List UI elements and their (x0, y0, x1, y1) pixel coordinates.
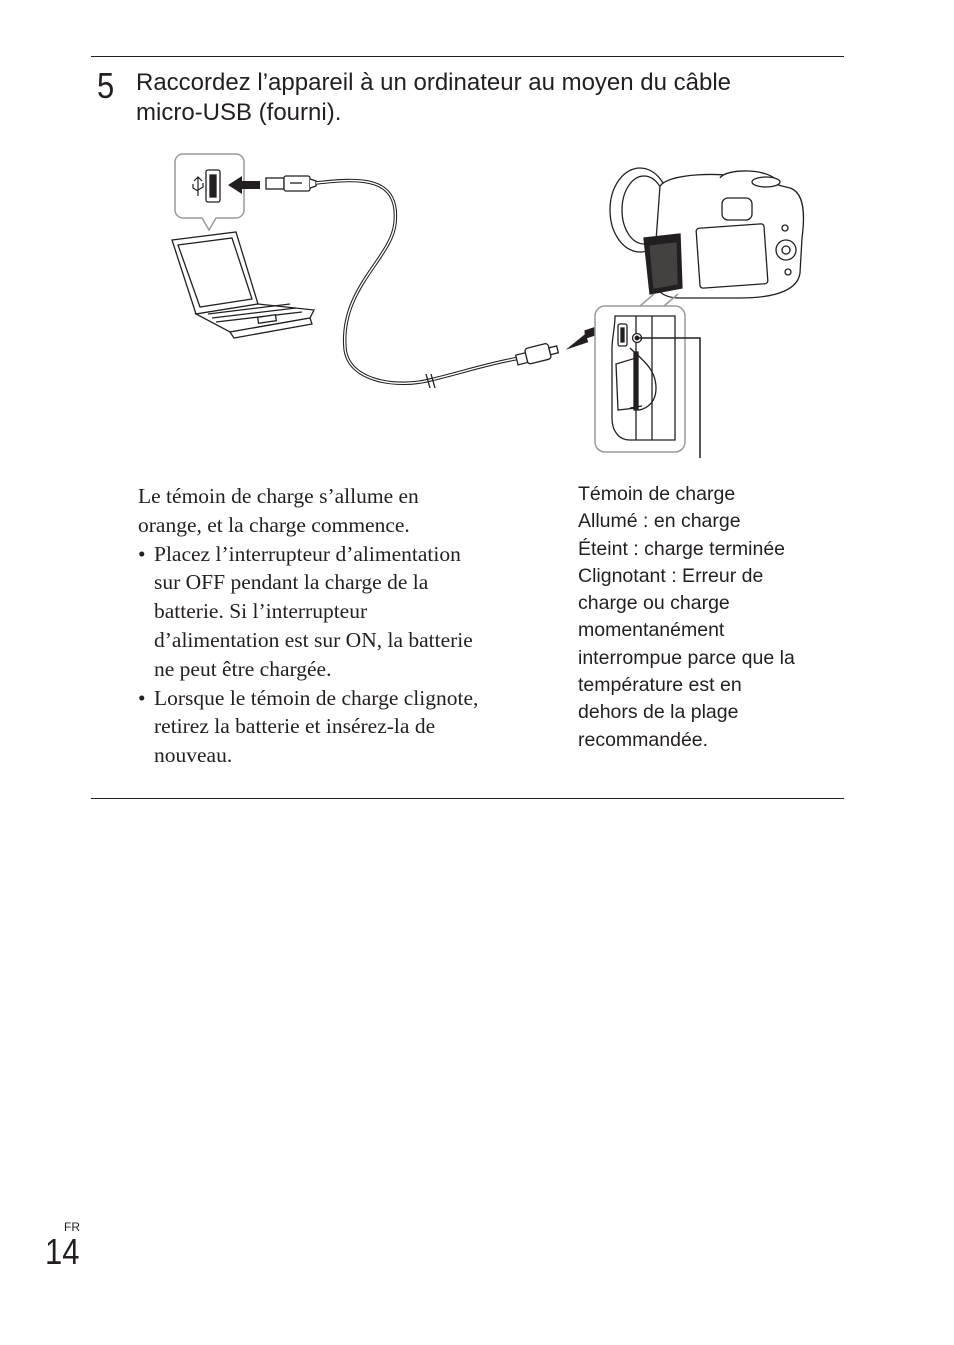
callout-line: Allumé : en charge (578, 510, 741, 533)
callout-line: Clignotant : Erreur de (578, 564, 764, 587)
body-text (138, 482, 538, 770)
usb-cable (316, 181, 520, 384)
callout-line: charge ou charge (578, 592, 730, 615)
body-intro-line: Le témoin de charge s’allume en (138, 484, 419, 508)
top-divider (91, 56, 844, 57)
step-number: 5 (97, 65, 115, 106)
bullet-line: ne peut être chargée. (154, 656, 332, 681)
usb-connection-illustration (160, 148, 810, 458)
bottom-divider (91, 798, 844, 799)
camera-illustration (610, 168, 804, 298)
bullet-line: retirez la batterie et insérez-la de (154, 714, 436, 739)
step-heading (136, 68, 836, 128)
language-code: FR (64, 1220, 80, 1234)
bullet-item (138, 684, 538, 770)
laptop-usb-port-callout (175, 154, 244, 230)
bullet-marker: • (138, 541, 146, 566)
bullet-line: Lorsque le témoin de charge clignote, (154, 685, 479, 710)
page-number: 14 (45, 1231, 80, 1272)
body-intro-line: orange, et la charge commence. (138, 512, 410, 537)
camera-port-detail (595, 306, 685, 452)
bullet-line: d’alimentation est sur ON, la batterie (154, 627, 473, 652)
callout-title: Témoin de charge (578, 483, 736, 505)
bullet-line: nouveau. (154, 743, 233, 768)
callout-line: dehors de la plage (578, 701, 739, 724)
micro-usb-plug-icon (515, 341, 560, 367)
step-heading-line: Raccordez l’appareil à un ordinateur au moyen du câble (136, 69, 732, 96)
callout-line: recommandée. (578, 728, 709, 751)
callout-line: momentanément (578, 619, 725, 642)
bullet-line: Placez l’interrupteur d’alimentation (154, 541, 461, 566)
callout-line: interrompue parce que la (578, 646, 795, 669)
bullet-line: sur OFF pendant la charge de la (154, 570, 429, 595)
callout-line: Éteint : charge terminée (578, 537, 786, 560)
laptop-illustration (172, 232, 314, 338)
usb-a-plug-icon (266, 176, 316, 191)
callout-line: température est en (578, 674, 742, 697)
bullet-line: batterie. Si l’interrupteur (154, 599, 368, 624)
bullet-marker: • (138, 685, 146, 710)
bullet-item (138, 540, 538, 684)
charge-lamp-callout (578, 481, 848, 754)
step-heading-line: micro-USB (fourni). (136, 99, 342, 126)
